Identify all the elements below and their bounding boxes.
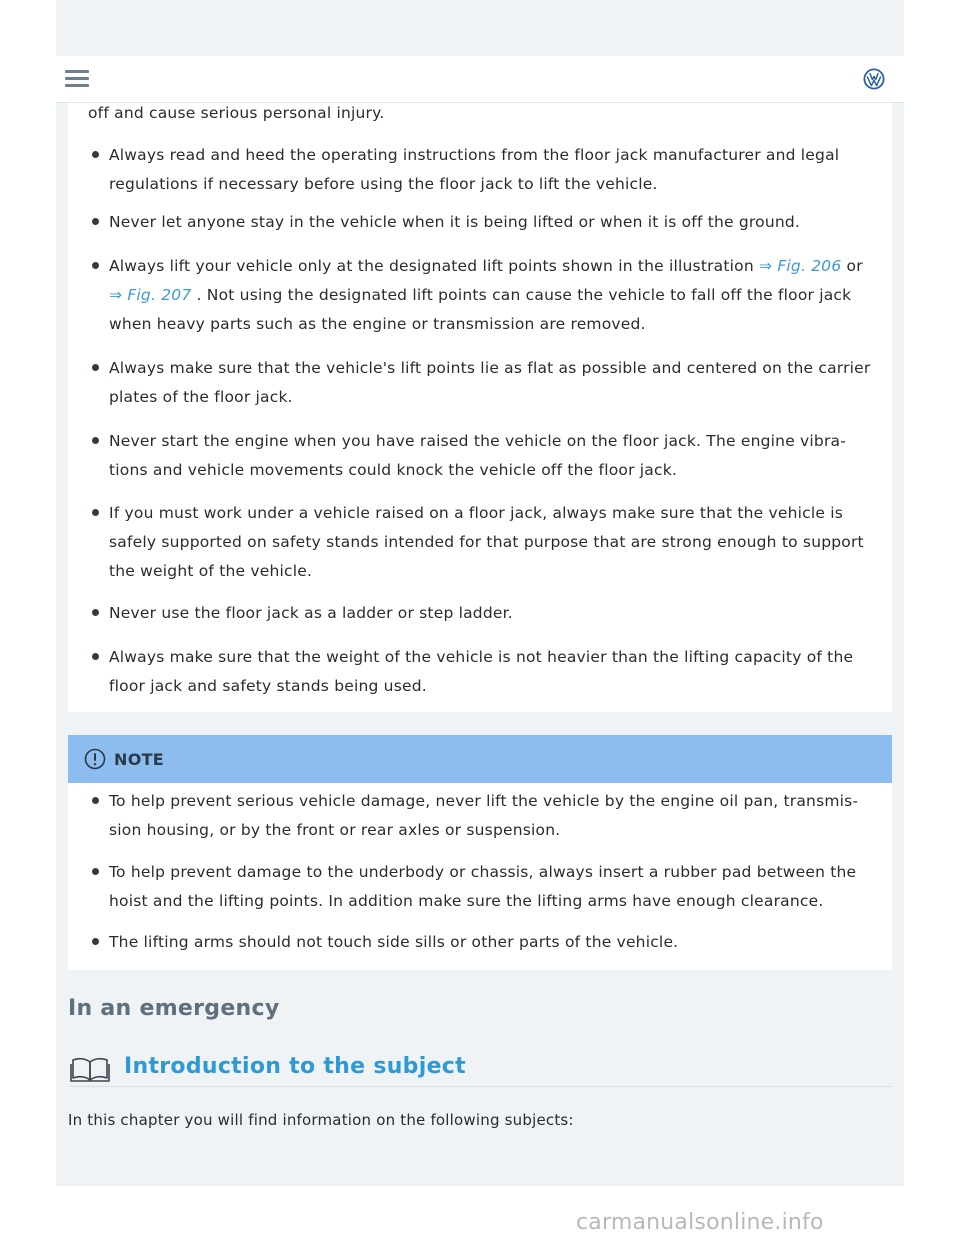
bullet-icon [92, 653, 99, 660]
list-item-text: Always read and heed the operating instructions from the floor jack manufacturer and legal regulations if necessary before using the floor jack to lift the vehicle. [109, 146, 840, 193]
section-heading: In an emergency [68, 996, 280, 1021]
list-item-text: Always make sure that the weight of the vehicle is not heavier than the lifting capacity of the floor jack and safety stands being used. [109, 648, 854, 695]
note-box [68, 735, 892, 970]
bullet-icon [92, 364, 99, 371]
list-item-text: To help prevent serious vehicle damage, never lift the vehicle by the engine oil pan, transmis-sion housing, or by the front or rear axles or suspension. [109, 792, 859, 839]
bullet-icon [92, 509, 99, 516]
bullet-icon [92, 262, 99, 269]
list-item-text: Never let anyone stay in the vehicle when it is being lifted or when it is off the ground. [109, 213, 801, 231]
list-item-text: Never start the engine when you have raised the vehicle on the floor jack. The engine vibra-tions and vehicle movements could knock the vehicle off the floor jack. [109, 432, 847, 479]
exclamation-circle-icon [84, 748, 106, 770]
list-item-text: To help prevent damage to the underbody or chassis, always insert a rubber pad between the hoist and the lifting points. In addition make sure the lifting arms have enough clearance. [109, 863, 857, 910]
open-book-icon [70, 1056, 110, 1082]
intro-header [68, 1052, 892, 1087]
bullet-icon [92, 609, 99, 616]
intro-title: Introduction to the subject [124, 1054, 466, 1079]
list-item-text: Never use the floor jack as a ladder or step ladder. [109, 604, 513, 622]
list-item-text: Always lift your vehicle only at the designated lift points shown in the illustration ⇒ Fig. 206 or ⇒ Fig. 207 . Not using the designated lift points can cause the vehicle to fall off the floor jack when heavy parts such as the engine or transmission are removed. [109, 257, 863, 333]
hamburger-menu-icon[interactable] [65, 70, 89, 88]
note-header [68, 735, 892, 783]
bullet-icon [92, 797, 99, 804]
bullet-icon [92, 218, 99, 225]
top-navigation-bar [56, 56, 904, 103]
list-item-text: If you must work under a vehicle raised on a floor jack, always make sure that the vehicle is safely supported on safety stands intended for that purpose that are strong enough to support the weight of the vehicle. [109, 504, 864, 580]
intro-text: In this chapter you will find information on the following subjects: [68, 1111, 574, 1129]
watermark: carmanualsonline.info [576, 1210, 824, 1235]
bullet-icon [92, 151, 99, 158]
list-item-text: The lifting arms should not touch side sills or other parts of the vehicle. [109, 933, 679, 951]
bullet-icon [92, 938, 99, 945]
bullet-icon [92, 868, 99, 875]
note-title: NOTE [114, 750, 165, 769]
fig-207-link[interactable]: ⇒ Fig. 207 [109, 286, 192, 304]
bullet-icon [92, 437, 99, 444]
warning-box [68, 103, 892, 712]
vw-logo-icon[interactable] [863, 68, 885, 90]
warning-continued-text: off and cause serious personal injury. [88, 104, 385, 122]
fig-206-link[interactable]: ⇒ Fig. 206 [759, 257, 842, 275]
list-item-text: Always make sure that the vehicle's lift points lie as flat as possible and centered on the carrier plates of the floor jack. [109, 359, 871, 406]
